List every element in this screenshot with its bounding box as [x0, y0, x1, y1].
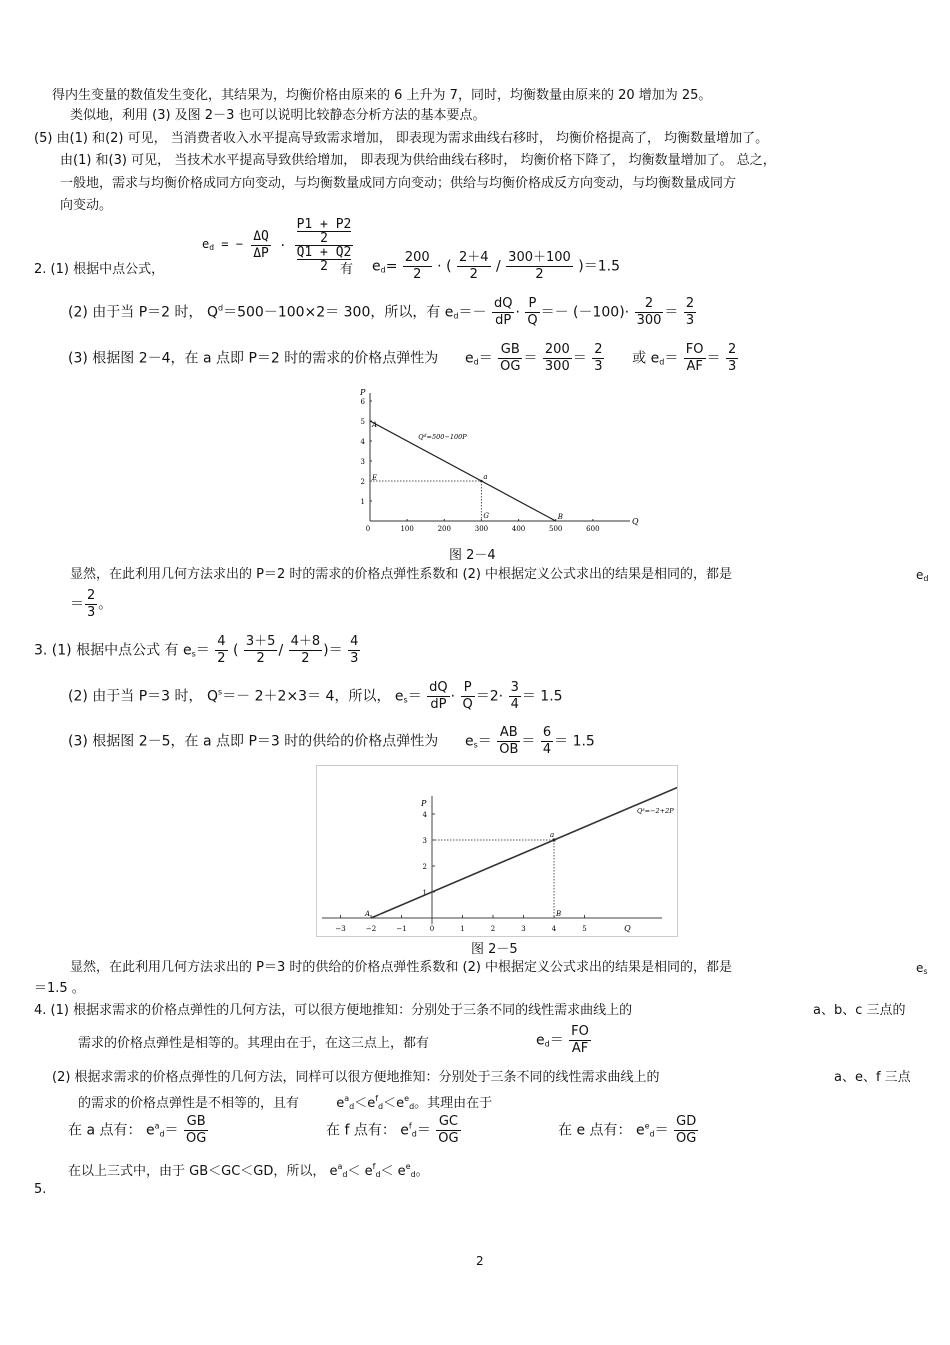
p5-line-2: 由(1) 和(3) 可见， 当技术水平提高导致供给增加， 即表现为供给曲线右移时， 均衡价格下降了， 均衡数量增加了。 总之，: [60, 153, 776, 168]
x-tick-label: 500: [549, 525, 563, 533]
x-tick-label: 300: [474, 525, 489, 533]
x-tick-label: 2: [490, 925, 496, 933]
q2-you: 有: [340, 262, 354, 277]
x-axis-label: Q: [632, 517, 639, 526]
y-tick-label: 1: [360, 498, 365, 506]
label-A: A: [365, 910, 371, 918]
q3-l1: 3. (1) 根据中点公式 有 $e_s=$ $\frac{4}{2}$ ( $\frac{3+5}{2}$ / $\frac{4+8}{2}$ )＝ $\frac{4}{3}$: [34, 634, 359, 666]
q3-l2: (2) 由于当 P＝3 时， $Q^s=- 2+2\times 3= 4$，所以， $e_s=$ $\frac{dQ}{dP}$ · $\frac{P}{Q}$ ＝2· $\frac{3}{4}$ ＝ 1.5: [68, 680, 563, 712]
label-A: A: [372, 421, 378, 429]
y-tick-label: 4: [422, 811, 427, 819]
curve-label: $Q^s=-2+2P$: [637, 807, 674, 815]
y-axis-label: P: [421, 799, 427, 808]
q5-label: 5.: [34, 1182, 47, 1197]
y-tick-label: 2: [360, 478, 365, 486]
q4-l5c: 在 e 点有： $e^e_d=$ $\frac{GD}{OG}$: [558, 1114, 697, 1146]
q4-l6: 在以上三式中，由于 GB＜GC＜GD，所以， $e^a_d< e^f_d< e^e_d$。: [68, 1162, 429, 1179]
y-tick-label: 5: [360, 418, 365, 426]
y-tick-label: 1: [422, 889, 427, 897]
y-tick-label: 3: [422, 837, 427, 845]
label-B: B: [557, 513, 563, 521]
x-tick-label: 5: [582, 925, 587, 933]
label-G: G: [483, 512, 490, 520]
y-axis-label: P: [360, 388, 366, 397]
q4-l1a: 4. (1) 根据求需求的价格点弹性的几何方法，可以很方便地推知：分别处于三条不同的线性需求曲线上的: [34, 1003, 633, 1018]
x-tick-label: 3: [521, 925, 526, 933]
x-tick-label: 400: [511, 525, 526, 533]
q2-label: 2. (1) 根据中点公式，: [34, 262, 165, 277]
q4-l2: 需求的价格点弹性是相等的。其理由在于，在这三点上，都有: [78, 1036, 430, 1051]
q2-conclusion-line: 显然，在此利用几何方法求出的 P＝2 时的需求的价格点弹性系数和 (2) 中根据定义公式求出的结果是相同的，都是: [70, 567, 733, 582]
q4-l3b: a、e、f 三点: [834, 1070, 911, 1085]
q2-s2: (2) 由于当 P＝2 时， $Q^d=500-100\times 2= 300$，所以，有 $e_d=-$ $\frac{dQ}{dP}$ · $\frac{P}{Q}$ ＝－ (－100)· $\frac{2}{300}$ ＝ $\frac{2}{3}$: [68, 296, 695, 328]
q4-l4: 的需求的价格点弹性是不相等的，且有 $e^a_d<e^f_d<e^e_d$。其理由在于: [78, 1094, 493, 1111]
q3-conclusion-value: ＝1.5 。: [34, 981, 85, 996]
x-axis-label: Q: [624, 924, 631, 933]
x-tick-label: 200: [437, 525, 451, 533]
q4-l5b: 在 f 点有： $e^f_d=$ $\frac{GC}{OG}$: [326, 1114, 459, 1146]
figure-2-4-caption: 图 2－4: [449, 548, 496, 563]
q2-conclusion-value: ＝ $\frac{2}{3}$ 。: [70, 588, 113, 620]
x-tick-label: −2: [365, 925, 377, 933]
supply-curve-chart: [316, 765, 678, 937]
x-tick-label: 1: [460, 925, 465, 933]
demand-curve-chart: [350, 388, 650, 538]
q4-l1b: a、b、c 三点的: [813, 1003, 906, 1018]
intro-line-1: 得内生变量的数值发生变化，其结果为，均衡价格由原来的 6 上升为 7，同时，均衡数量由原来的 20 增加为 25。: [52, 88, 712, 103]
point-a: [480, 480, 483, 483]
x-tick-label: 600: [586, 525, 600, 533]
y-tick-label: 2: [422, 863, 427, 871]
q4-l2-formula: $e_d=$ $\frac{FO}{AF}$: [536, 1024, 589, 1056]
x-tick-label: 100: [400, 525, 414, 533]
q3-l3: (3) 根据图 2－5，在 a 点即 P＝3 时的供给的价格点弹性为 $e_s=$ $\frac{AB}{OB}$ ＝ $\frac{6}{4}$ ＝ 1.5: [68, 725, 595, 757]
label-B: B: [556, 910, 562, 918]
q2-s3: (3) 根据图 2－4，在 a 点即 P＝2 时的需求的价格点弹性为 $e_d=$ $\frac{GB}{OG}$ ＝ $\frac{200}{300}$ ＝ $\frac{2}{3}$ 或 $e_d=$ $\frac{FO}{AF}$ ＝ $\frac{2}{3}$: [68, 342, 737, 374]
x-tick-label: −1: [396, 925, 407, 933]
p5-line-3: 一般地，需求与均衡价格成同方向变动，与均衡数量成同方向变动；供给与均衡价格成反方向变动，与均衡数量成同方: [60, 176, 737, 191]
origin-label: 0: [365, 525, 371, 533]
q2-conclusion-ed: $e_d$: [916, 568, 929, 583]
p5-line-4: 向变动。: [60, 198, 113, 213]
label-a: a: [550, 831, 555, 839]
q3-conclusion-es: $e_s$: [916, 961, 928, 976]
page-number: 2: [476, 1254, 484, 1268]
intro-line-2: 类似地，利用 (3) 及图 2－3 也可以说明比较静态分析方法的基本要点。: [70, 108, 486, 123]
supply-line: [371, 782, 678, 919]
y-tick-label: 4: [360, 438, 365, 446]
label-E: E: [372, 474, 378, 482]
midpoint-formula: $e_d$ = − $\frac{\Delta Q}{\Delta P}$ · P1 + P2 2 Q1 + Q2 2: [202, 217, 352, 274]
x-tick-label: 4: [551, 925, 557, 933]
x-tick-label: 0: [429, 925, 435, 933]
q2-r1: $e_d=$ $\frac{200}{2}$ · ( $\frac{2+4}{2}$ / $\frac{300+100}{2}$ )＝1.5: [372, 250, 620, 282]
figure-2-5-caption: 图 2－5: [471, 942, 518, 957]
q4-l3a: (2) 根据求需求的价格点弹性的几何方法，同样可以很方便地推知：分别处于三条不同的线性需求曲线上的: [52, 1070, 660, 1085]
y-tick-label: 3: [360, 458, 365, 466]
curve-label: $Q^d=500-100P$: [418, 433, 467, 441]
x-tick-label: −3: [335, 925, 346, 933]
y-tick-label: 6: [360, 398, 365, 406]
label-a: a: [483, 473, 488, 481]
q3-conclusion-line: 显然，在此利用几何方法求出的 P＝3 时的供给的价格点弹性系数和 (2) 中根据定义公式求出的结果是相同的，都是: [70, 960, 733, 975]
p5-line-1: (5) 由(1) 和(2) 可见， 当消费者收入水平提高导致需求增加， 即表现为需求曲线右移时， 均衡价格提高了， 均衡数量增加了。: [34, 131, 769, 146]
q4-l5a: 在 a 点有： $e^a_d=$ $\frac{GB}{OG}$: [68, 1114, 207, 1146]
